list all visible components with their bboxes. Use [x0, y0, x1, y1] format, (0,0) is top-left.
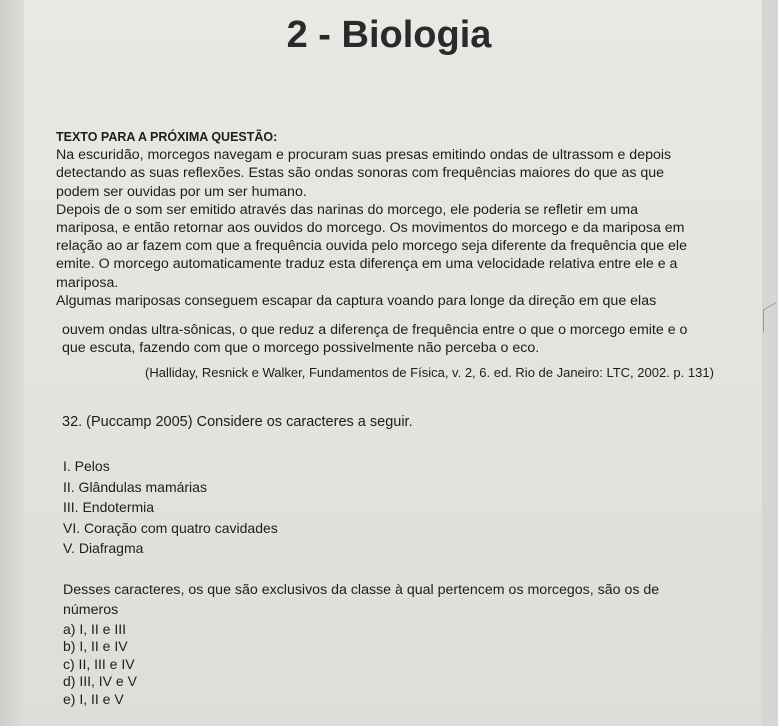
passage-block-2	[62, 321, 687, 357]
passage-line: mariposa.	[56, 274, 119, 291]
list-item: I. Pelos	[63, 458, 110, 474]
passage-line: Algumas mariposas conseguem escapar da captura voando para longe da direção em que elas	[56, 292, 657, 309]
passage-label: TEXTO PARA A PRÓXIMA QUESTÃO:	[56, 130, 278, 144]
question-prompt	[63, 580, 659, 620]
question-title: 32. (Puccamp 2005) Considere os caracteres a seguir.	[62, 414, 413, 430]
citation: (Halliday, Resnick e Walker, Fundamentos de Física, v. 2, 6. ed. Rio de Janeiro: LTC, 2002. p. 131)	[145, 365, 714, 380]
list-item: VI. Coração com quatro cavidades	[63, 519, 278, 536]
list-item: V. Diafragma	[63, 540, 144, 556]
prompt-line: números	[63, 602, 119, 618]
option-a: a) I, II e III	[63, 621, 127, 637]
characters-list	[63, 456, 278, 559]
passage-line: mariposa, e então retornar aos ouvidos do morcego. Os movimentos do morcego e da mariposa em	[56, 220, 685, 237]
option-b: b) I, II e IV	[63, 638, 128, 655]
list-item: II. Glândulas mamárias	[63, 478, 207, 495]
passage-line: relação ao ar fazem com que a frequência ouvida pelo morcego seja diferente da frequência que ele	[56, 238, 687, 255]
passage-line: que escuta, fazendo com que o morcego possivelmente não perceba o eco.	[62, 340, 540, 357]
passage-line: detectando as suas reflexões. Estas são ondas sonoras com frequências maiores do que as que	[56, 165, 665, 182]
option-d: d) III, IV e V	[63, 673, 137, 690]
passage-line: Na escuridão, morcegos navegam e procuram suas presas emitindo ondas de ultrassom e depois	[56, 147, 672, 164]
passage-block-1	[56, 128, 687, 310]
option-c: c) II, III e IV	[63, 655, 135, 672]
page-right-edge	[762, 0, 778, 726]
page-left-edge	[0, 0, 24, 726]
answer-options	[63, 621, 137, 708]
passage-line: ouvem ondas ultra-sônicas, o que reduz a diferença de frequência entre o que o morcego emite e o	[62, 322, 688, 338]
list-item: III. Endotermia	[63, 499, 155, 515]
prompt-line: Desses caracteres, os que são exclusivos da classe à qual pertencem os morcegos, são os de	[63, 582, 660, 598]
passage-line: emite. O morcego automaticamente traduz esta diferença em uma velocidade relativa entre ele e a	[56, 256, 678, 273]
passage-line: Depois de o som ser emitido através das narinas do morcego, ele poderia se refletir em uma	[56, 201, 638, 218]
option-e: e) I, II e V	[63, 690, 124, 707]
passage-line: podem ser ouvidas por um ser humano.	[56, 183, 307, 200]
page-title: 2 - Biologia	[286, 14, 492, 56]
